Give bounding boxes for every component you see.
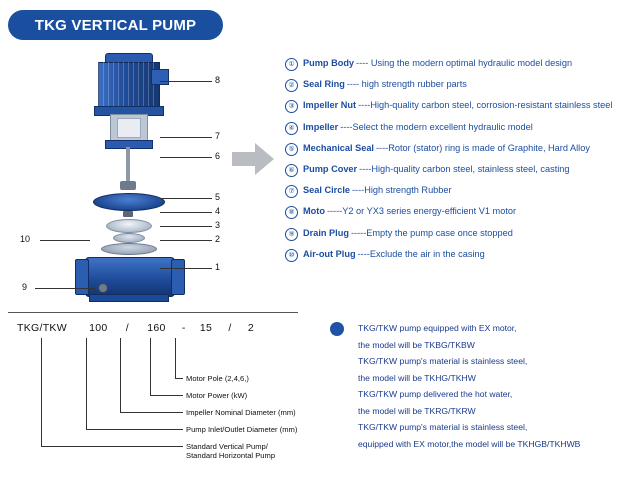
exploded-pump-diagram [10, 45, 255, 305]
note-line-2: the model will be TKBG/TKBW [358, 339, 475, 350]
legend-number-icon-7: ⑦ [285, 185, 298, 198]
legend-number-icon-8: ⑧ [285, 206, 298, 219]
motor-terminal-box [151, 69, 169, 85]
note-line-1: TKG/TKW pump equipped with EX motor, [358, 323, 517, 333]
leader-line-2 [160, 240, 212, 241]
parts-legend-list [285, 58, 615, 270]
callout-8: 8 [215, 75, 221, 85]
tick-power [150, 338, 151, 395]
note-line-5: TKG/TKW pump delivered the hot water, [358, 389, 513, 399]
tick-pole [175, 338, 176, 378]
arrow-shaft [232, 152, 256, 166]
callout-6: 6 [215, 151, 221, 161]
impeller-part [106, 219, 152, 233]
legend-name-4: Impeller [303, 121, 339, 132]
note-line-3: TKG/TKW pump's material is stainless steel, [358, 356, 528, 366]
legend-name-1: Pump Body [303, 58, 355, 68]
legend-item-1 [285, 58, 615, 71]
tick-standard [41, 338, 42, 446]
callout-2: 2 [215, 234, 221, 244]
legend-number-icon-3: ③ [285, 100, 298, 113]
legend-name-9: Drain Plug [303, 227, 349, 238]
callout-9: 9 [22, 282, 28, 292]
leader-line-9 [35, 288, 95, 289]
pump-cover-part [93, 193, 165, 211]
callout-1: 1 [215, 262, 221, 272]
leader-line-5 [160, 198, 212, 199]
legend-item-5 [285, 143, 615, 156]
tick-impeller-h [120, 412, 183, 413]
legend-desc-4: ----Select the modern excellent hydraulic model [340, 121, 533, 132]
leader-line-3 [160, 226, 212, 227]
legend-item-6 [285, 164, 615, 177]
naming-label-impeller-diameter: Impeller Nominal Diameter (mm) [186, 408, 296, 417]
legend-item-4 [285, 122, 615, 135]
model-part-inlet: 100 [89, 322, 108, 334]
pump-illustration [65, 45, 195, 295]
legend-number-icon-9: ⑨ [285, 228, 298, 241]
legend-desc-7: ----High strength Rubber [352, 185, 452, 196]
legend-item-9 [285, 228, 615, 241]
legend-item-8 [285, 206, 615, 219]
leader-line-1 [160, 268, 212, 269]
note-line-6: the model will be TKRG/TKRW [358, 405, 476, 416]
naming-label-standard-vertical: Standard Vertical Pump/ [186, 442, 268, 451]
legend-number-icon-1: ① [285, 58, 298, 71]
tick-inlet-h [86, 429, 183, 430]
note-line-4: the model will be TKHG/TKHW [358, 372, 476, 383]
naming-label-motor-power: Motor Power (kW) [186, 391, 248, 400]
callout-5: 5 [215, 192, 221, 202]
tick-inlet [86, 338, 87, 429]
legend-desc-8: -----Y2 or YX3 series energy-efficient V1 motor [326, 206, 517, 217]
naming-label-standard-horizontal: Standard Horizontal Pump [186, 451, 276, 460]
legend-desc-3: ----High-quality carbon steel, corrosion-resistant stainless steel [358, 100, 613, 111]
leader-line-10 [40, 240, 90, 241]
legend-desc-5: ----Rotor (stator) ring is made of Graphite, Hard Alloy [375, 142, 590, 153]
callout-3: 3 [215, 220, 221, 230]
tick-power-h [150, 395, 183, 396]
motor-fins-part [98, 62, 158, 106]
callout-4: 4 [215, 206, 221, 216]
pump-foot-part [89, 294, 169, 302]
model-part-impeller: 160 [147, 322, 166, 334]
model-part-prefix: TKG/TKW [17, 322, 67, 334]
leader-line-4 [160, 212, 212, 213]
legend-item-10 [285, 249, 615, 262]
legend-desc-6: ----High-quality carbon steel, stainless steel, casting [359, 163, 570, 174]
page-title: TKG VERTICAL PUMP [34, 16, 197, 34]
legend-name-10: Air-out Plug [303, 248, 356, 259]
legend-number-icon-2: ② [285, 79, 298, 92]
shaft-part [126, 147, 130, 185]
tick-pole-h [175, 378, 183, 379]
legend-number-icon-10: ⑩ [285, 249, 298, 262]
legend-item-7 [285, 185, 615, 198]
right-arrow-icon [232, 142, 276, 176]
legend-number-icon-6: ⑥ [285, 164, 298, 177]
model-part-slash1: / [125, 322, 130, 334]
callout-7: 7 [215, 131, 221, 141]
legend-name-7: Seal Circle [303, 185, 350, 196]
model-naming-diagram [8, 312, 298, 492]
legend-desc-2: ---- high strength rubber parts [346, 79, 467, 90]
impeller-nut-part [123, 211, 133, 217]
legend-item-3 [285, 100, 615, 113]
tick-standard-h [41, 446, 183, 447]
legend-desc-1: ---- Using the modern optimal hydraulic model design [356, 58, 573, 68]
seal-circle-part [101, 243, 157, 255]
legend-name-2: Seal Ring [303, 79, 345, 90]
leader-line-7 [160, 137, 212, 138]
legend-desc-9: -----Empty the pump case once stopped [350, 227, 513, 238]
naming-label-motor-pole: Motor Pole (2,4,6,) [186, 374, 249, 383]
tick-impeller [120, 338, 121, 412]
model-part-dash: - [181, 322, 186, 334]
note-line-8: equipped with EX motor,the model will be TKHGB/TKHWB [358, 438, 581, 449]
naming-label-inlet-diameter: Pump Inlet/Outlet Diameter (mm) [186, 425, 298, 434]
arrow-head [255, 143, 274, 175]
outlet-flange-part [171, 259, 185, 295]
model-part-slash2: / [228, 322, 232, 334]
leader-line-6 [160, 157, 212, 158]
notes-text-block [358, 320, 613, 452]
legend-item-2 [285, 79, 615, 92]
drain-plug-part [98, 283, 108, 293]
model-code-line [16, 322, 255, 334]
legend-name-6: Pump Cover [303, 163, 358, 174]
inlet-flange-part [75, 259, 89, 295]
mechanical-seal-part [120, 181, 136, 190]
page-title-banner [8, 10, 223, 40]
legend-number-icon-4: ④ [285, 122, 298, 135]
legend-name-3: Impeller Nut [303, 100, 357, 111]
legend-number-icon-5: ⑤ [285, 143, 298, 156]
model-part-power: 15 [199, 322, 213, 334]
leader-line-8 [160, 81, 212, 82]
legend-name-5: Mechanical Seal [303, 142, 374, 153]
blue-dot-icon [330, 322, 344, 336]
naming-divider [8, 312, 298, 313]
seal-ring-part [113, 233, 145, 243]
model-part-pole: 2 [247, 322, 254, 334]
legend-name-8: Moto [303, 206, 325, 217]
callout-10: 10 [20, 234, 31, 244]
legend-desc-10: ----Exclude the air in the casing [357, 248, 485, 259]
lantern-window-part [117, 118, 141, 138]
note-line-7: TKG/TKW pump's material is stainless steel, [358, 422, 528, 432]
